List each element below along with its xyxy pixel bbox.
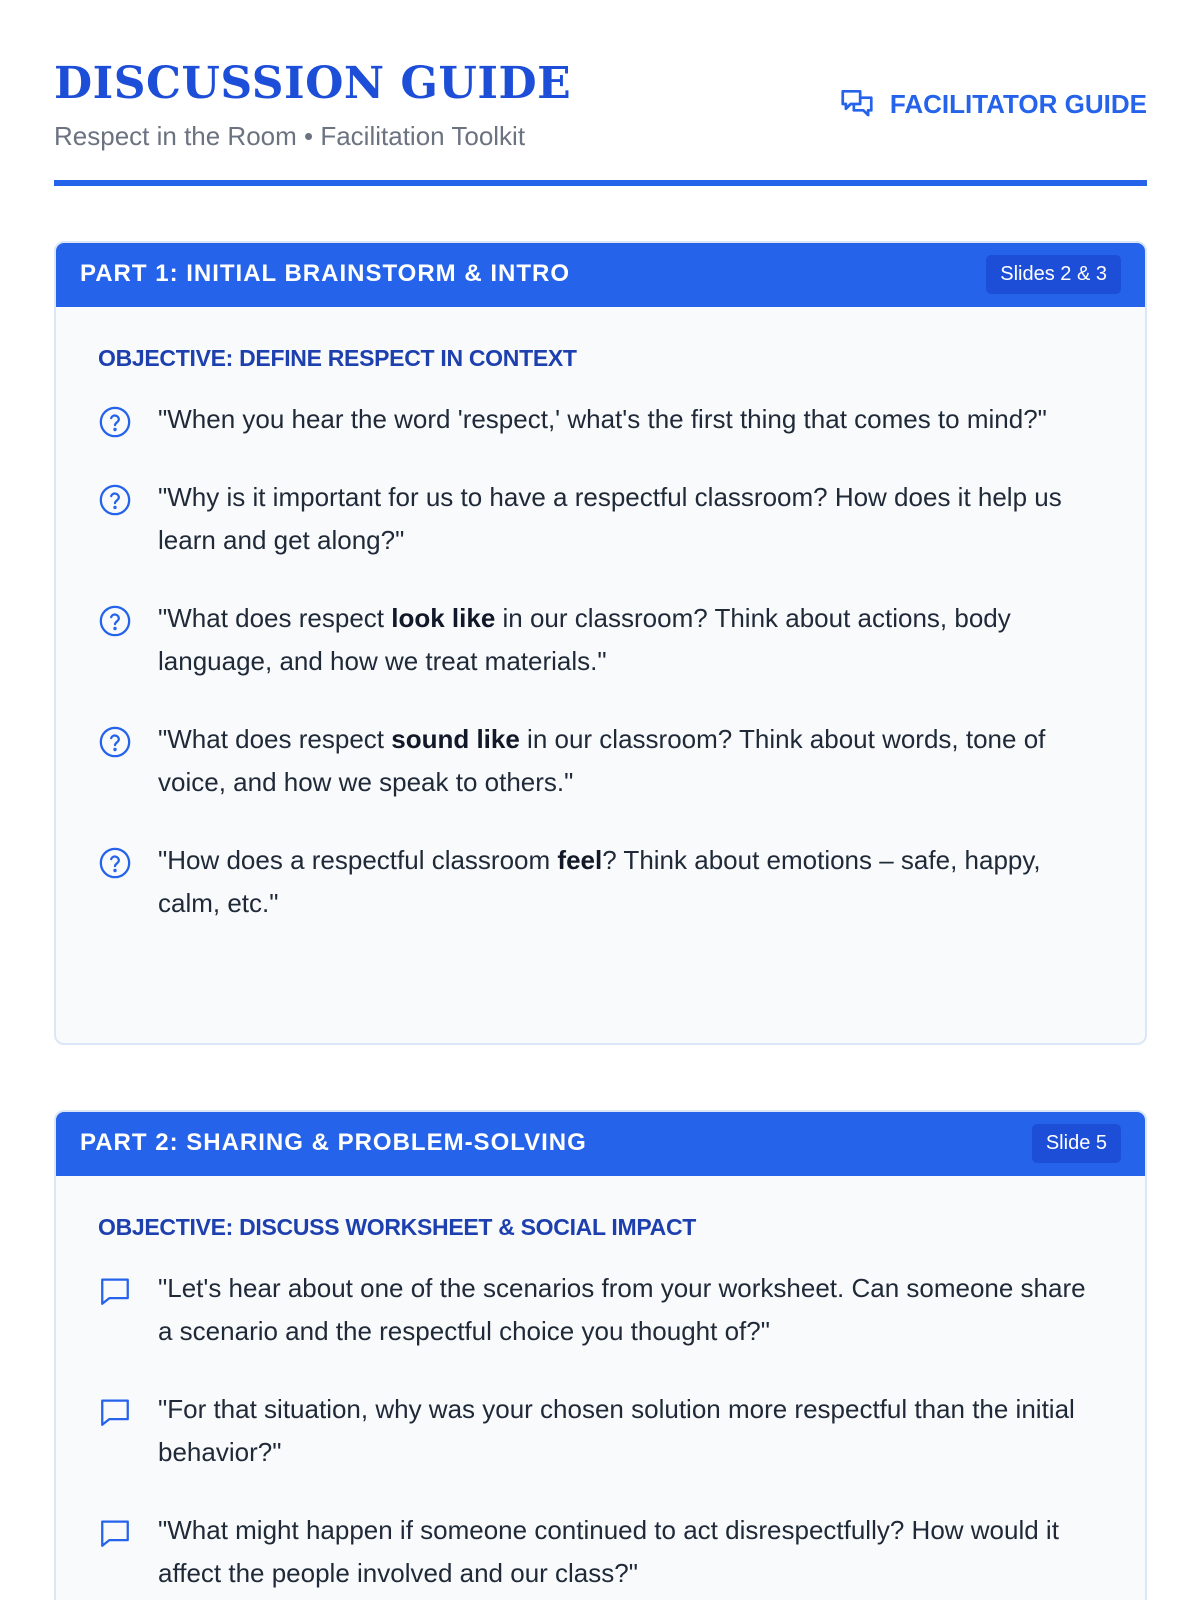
slide-tag: Slide 5 (1032, 1124, 1121, 1163)
question-item (98, 1271, 1103, 1353)
question-item (98, 1392, 1103, 1474)
question-text: "Let's hear about one of the scenarios from your worksheet. Can someone share a scenario and the respectful choice you thought of?" (158, 1273, 1086, 1346)
question-text: "For that situation, why was your chosen solution more respectful than the initial behavior?" (158, 1394, 1075, 1467)
question-text: "What might happen if someone continued to act disrespectfully? How would it affect the people involved and our class?" (158, 1515, 1059, 1588)
section-objective: OBJECTIVE: DEFINE RESPECT IN CONTEXT (98, 345, 577, 371)
question-text: "When you hear the word 'respect,' what's the first thing that comes to mind?" (158, 404, 1047, 434)
chat-bubbles-icon (838, 85, 876, 123)
question-item (98, 601, 1103, 683)
question-circle-icon (98, 604, 132, 638)
question-text: "What does respect sound like in our classroom? Think about words, tone of voice, and how we speak to others." (158, 724, 1046, 797)
speech-bubble-icon (98, 1516, 132, 1550)
section-part-2 (54, 1110, 1147, 1600)
question-text: "How does a respectful classroom feel? Think about emotions – safe, happy, calm, etc." (158, 845, 1041, 918)
question-item (98, 480, 1103, 562)
question-text: "Why is it important for us to have a respectful classroom? How does it help us learn and get along?" (158, 482, 1062, 555)
question-item (98, 843, 1103, 925)
question-item (98, 722, 1103, 804)
question-circle-icon (98, 725, 132, 759)
page-header (54, 56, 1147, 186)
facilitator-guide-label: FACILITATOR GUIDE (889, 88, 1147, 119)
section-objective: OBJECTIVE: DISCUSS WORKSHEET & SOCIAL IMPACT (98, 1214, 697, 1240)
slide-tag: Slides 2 & 3 (986, 255, 1121, 294)
question-list (98, 402, 1103, 925)
section-title: PART 1: INITIAL BRAINSTORM & INTRO (80, 260, 570, 287)
section-title: PART 2: SHARING & PROBLEM-SOLVING (80, 1129, 587, 1156)
section-part-1 (54, 241, 1147, 1045)
question-circle-icon (98, 846, 132, 880)
question-text: "What does respect look like in our classroom? Think about actions, body language, and how we treat materials." (158, 603, 1011, 676)
page-title: DISCUSSION GUIDE (54, 58, 572, 109)
question-circle-icon (98, 405, 132, 439)
question-list (98, 1271, 1103, 1595)
question-item (98, 1513, 1103, 1595)
facilitator-guide-badge (838, 84, 1147, 124)
section-header (54, 1110, 1147, 1176)
question-circle-icon (98, 483, 132, 517)
section-header (54, 241, 1147, 307)
speech-bubble-icon (98, 1274, 132, 1308)
speech-bubble-icon (98, 1395, 132, 1429)
question-item (98, 402, 1103, 441)
header-divider (54, 180, 1147, 186)
page-subtitle: Respect in the Room • Facilitation Toolkit (54, 121, 526, 151)
